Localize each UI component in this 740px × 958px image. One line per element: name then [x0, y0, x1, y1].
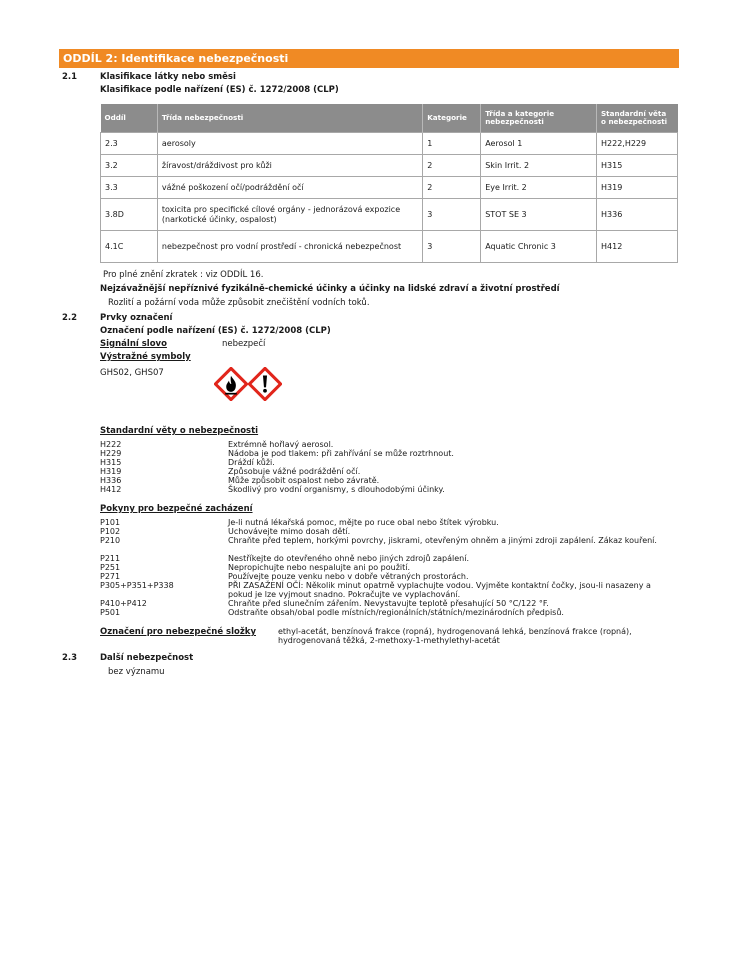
table-cell: Aquatic Chronic 3 [481, 231, 597, 263]
signal-word-value: nebezpečí [222, 339, 266, 349]
h-statement-text: Škodlivý pro vodní organismy, s dlouhodobými účinky. [228, 485, 445, 494]
h-statement-code: H222 [100, 440, 122, 449]
table-row [101, 155, 678, 177]
section-number-2-3: 2.3 [62, 653, 78, 663]
table-cell: 3 [423, 199, 481, 231]
table-cell: H222,H229 [597, 133, 678, 155]
p-statement-code: P271 [100, 572, 121, 581]
p-statement-code: P210 [100, 536, 121, 545]
table-cell: 3.3 [101, 177, 158, 199]
h-statement-code: H229 [100, 449, 122, 458]
table-cell: 1 [423, 133, 481, 155]
header-class-category: Třída a kategorie nebezpečnosti [481, 104, 597, 133]
p-statement-code: P101 [100, 518, 121, 527]
h-statement-code: H315 [100, 458, 122, 467]
table-cell: 4.1C [101, 231, 158, 263]
label-elements-title: Prvky označení [100, 313, 173, 323]
table-row [101, 199, 678, 231]
table-cell: Eye Irrit. 2 [481, 177, 597, 199]
abbreviations-note: Pro plné znění zkratek : viz ODDÍL 16. [103, 270, 264, 280]
label-elements-subtitle: Označení podle nařízení (ES) č. 1272/2008 (CLP) [100, 326, 331, 336]
section-header: ODDÍL 2: Identifikace nebezpečnosti [59, 49, 679, 68]
table-cell: Aerosol 1 [481, 133, 597, 155]
table-cell: žíravost/dráždivost pro kůži [157, 155, 422, 177]
header-section: Oddíl [101, 104, 158, 133]
table-cell: vážné poškození očí/podráždění očí [157, 177, 422, 199]
table-cell: Skin Irrit. 2 [481, 155, 597, 177]
h-statement-code: H336 [100, 476, 122, 485]
table-cell: toxicita pro specifické cílové orgány - jednorázová expozice (narkotické účinky, ospalost) [157, 199, 422, 231]
p-statement-code: P410+P412 [100, 599, 147, 608]
table-cell: 3 [423, 231, 481, 263]
table-cell: 2.3 [101, 133, 158, 155]
section-number-2-1: 2.1 [62, 72, 78, 82]
p-statement-text: Je-li nutná lékařská pomoc, mějte po ruce obal nebo štítek výrobku. [228, 518, 499, 527]
p-statement-text: Nepropichujte nebo nespalujte ani po použití. [228, 563, 411, 572]
exclamation-mark-icon [248, 367, 282, 401]
table-row [101, 177, 678, 199]
p-statement-text: Nestříkejte do otevřeného ohně nebo jiných zdrojů zapálení. [228, 554, 470, 563]
other-hazards-title: Další nebezpečnost [100, 653, 194, 663]
h-statement-text: Nádoba je pod tlakem: při zahřívání se může roztrhnout. [228, 449, 454, 458]
p-statement-code: P501 [100, 608, 121, 617]
hazardous-components-label: Označení pro nebezpečné složky [100, 627, 256, 637]
h-statement-text: Dráždí kůži. [228, 458, 275, 467]
classification-table [100, 104, 678, 263]
table-cell: 3.2 [101, 155, 158, 177]
table-cell: H315 [597, 155, 678, 177]
header-category: Kategorie [423, 104, 481, 133]
pictograms-value: GHS02, GHS07 [100, 368, 164, 378]
signal-word-label: Signální slovo [100, 339, 167, 349]
section-number-2-2: 2.2 [62, 313, 78, 323]
effects-text: Rozlití a požární voda může způsobit znečištění vodních toků. [108, 298, 370, 308]
table-cell: H412 [597, 231, 678, 263]
table-row [101, 133, 678, 155]
h-statement-code: H319 [100, 467, 122, 476]
table-cell: nebezpečnost pro vodní prostředí - chronická nebezpečnost [157, 231, 422, 263]
classification-title: Klasifikace látky nebo směsi [100, 72, 236, 82]
h-statement-text: Způsobuje vážné podráždění očí. [228, 467, 361, 476]
p-statement-code: P211 [100, 554, 121, 563]
table-cell: aerosoly [157, 133, 422, 155]
p-statement-text: PŘI ZASAŽENÍ OČÍ: Několik minut opatrně vyplachujte vodou. Vyjměte kontaktní čočky, jsou-li nasazeny a pokud je lze vyjmout snadno. Pokračujte ve vyplachování. [228, 581, 651, 599]
pictograms-label: Výstražné symboly [100, 352, 191, 362]
p-statement-code: P251 [100, 563, 121, 572]
p-statement-text: Používejte pouze venku nebo v dobře větraných prostorách. [228, 572, 469, 581]
table-cell: H319 [597, 177, 678, 199]
table-cell: H336 [597, 199, 678, 231]
header-statement: Standardní věta o nebezpečnosti [597, 104, 678, 133]
p-statement-code: P102 [100, 527, 121, 536]
table-header-row [101, 104, 678, 133]
p-statement-code: P305+P351+P338 [100, 581, 174, 590]
p-statement-text: Chraňte před slunečním zářením. Nevystavujte teplotě přesahující 50 °C/122 °F. [228, 599, 549, 608]
h-statement-text: Může způsobit ospalost nebo závratě. [228, 476, 380, 485]
p-statement-text: Uchovávejte mimo dosah dětí. [228, 527, 351, 536]
table-cell: 2 [423, 177, 481, 199]
flame-icon [214, 367, 248, 401]
h-statement-text: Extrémně hořlavý aerosol. [228, 440, 334, 449]
precautionary-statements-title: Pokyny pro bezpečné zacházení [100, 504, 253, 514]
p-statement-text: Odstraňte obsah/obal podle místních/regionálních/státních/mezinárodních předpisů. [228, 608, 564, 617]
table-row [101, 231, 678, 263]
header-hazard-class: Třída nebezpečnosti [157, 104, 422, 133]
table-cell: 3.8D [101, 199, 158, 231]
h-statement-code: H412 [100, 485, 122, 494]
other-hazards-text: bez významu [108, 667, 165, 677]
classification-subtitle: Klasifikace podle nařízení (ES) č. 1272/2008 (CLP) [100, 85, 339, 95]
table-cell: 2 [423, 155, 481, 177]
hazard-statements-title: Standardní věty o nebezpečnosti [100, 426, 259, 436]
effects-title: Nejzávažnější nepříznivé fyzikálně-chemické účinky a účinky na lidské zdraví a životní prostředí [100, 284, 560, 294]
p-statement-text: Chraňte před teplem, horkými povrchy, jiskrami, otevřeným ohněm a jinými zdroji zapálení. Zákaz kouření. [228, 536, 657, 545]
hazardous-components-value: ethyl-acetát, benzínová frakce (ropná), hydrogenovaná lehká, benzínová frakce (ropná), hydrogenovaná těžká, 2-methoxy-1-methylethyl-acetát [278, 627, 632, 645]
table-cell: STOT SE 3 [481, 199, 597, 231]
